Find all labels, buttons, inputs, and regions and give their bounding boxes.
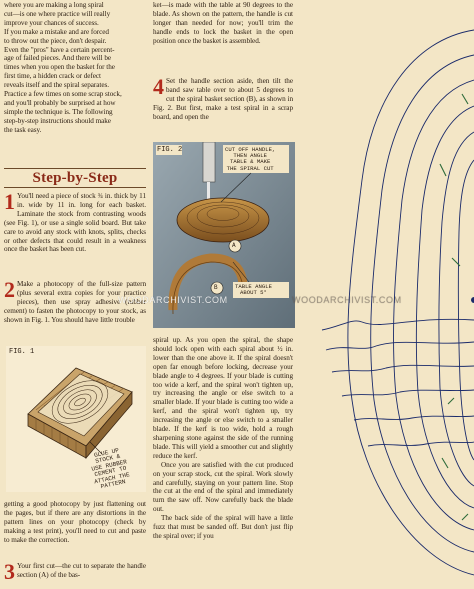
section-title: Step-by-Step — [32, 169, 118, 186]
figure-2-label: FIG. 2 — [157, 146, 183, 154]
intro-text: where you are making a long spiral cut—is one where practice will really improve your chances of success. If you make a mistake and are forced to throw out the piece, don't despair. Even the "pros" have a certain percent- age of failed pieces. And there will be times when you open the basket for the first time, a hidden crack or defect reveals itself and the spiral separates. Practice a few times on some scrap stock, and you'll probably be surprised at how simple the technique is. The following step-by-step instructions should make the task easy. — [4, 1, 122, 134]
step-2-continued: getting a good photocopy by just flattening out the pages, but if there are any distortions in the pattern lines on your photocopy (check by making a test print), you'll need to cut and paste to make the correction. — [4, 500, 146, 544]
marker-a: A — [232, 242, 236, 249]
col2-paragraph: spiral up. As you open the spiral, the shape should lock open with each spiral about ½ in. lower than the one above it. If the spiral doesn't open far enough before locking, decrease your blade angle to 4 degrees. If your blade is cutting too wide a kerf, and the spiral won't tighten up, try increasing the angle or else switch to a smaller blade. If your blade is cutting too wide a kerf, and the spiral won't tighten up, try increasing the angle or else switch to a smaller blade. If the kerf is too wide, hold a rough sharpening stone against the side of the running blade. This will yield a smoother cut and slightly reduce the kerf. — [153, 336, 293, 460]
step-2-number: 2 — [4, 277, 15, 302]
col2-paragraph: The back side of the spiral will have a little fuzz that must be sanded off. But don't just flip the spiral over; if you — [153, 514, 293, 540]
figure-2-callout-bottom: TABLE ANGLE ABOUT 5° — [235, 283, 272, 297]
step-1 — [4, 189, 146, 254]
watermark: WOODARCHIVIST.COM — [292, 295, 402, 305]
column-2-bottom-text — [153, 336, 293, 541]
step-3-number: 3 — [4, 559, 15, 584]
step-3-text: Your first cut—the cut to separate the handle section (A) of the bas- — [17, 562, 146, 579]
step-3 — [4, 559, 146, 584]
step-2 — [4, 277, 146, 325]
figure-1-callout: GLUE UP STOCK & USE RUBBER CEMENT TO ATTACH THE PATTERN — [90, 446, 131, 491]
figure-1-label: FIG. 1 — [9, 348, 35, 356]
col2-paragraph: Once you are satisfied with the cut produced on your scrap stock, cut the spiral. Work slowly and carefully, staying on your pattern line. Stop the cut at the end of the spiral and immediately turn the saw off. Now carefully back the blade out. — [153, 460, 293, 514]
section-header — [4, 168, 146, 188]
figure-2-photo — [153, 142, 295, 328]
figure-2-callout-top: CUT OFF HANDLE, THEN ANGLE TABLE & MAKE THE SPIRAL CUT — [225, 146, 276, 172]
spiral-basket-pattern — [302, 0, 474, 589]
step-1-number: 1 — [4, 189, 15, 214]
step-1-text: You'll need a piece of stock ¾ in. thick by 11 in. wide by 11 in. long for each basket. Laminate the stock from contrasting woods (see Fig. 1), or use a single solid board. But take care to avoid any stock with knots, splits, checks or other defects that could result in a weakness once the basket has been cut. — [4, 192, 146, 254]
marker-b: B — [214, 284, 218, 291]
column-2-top-text: ket—is made with the table at 90 degrees to the blade. As shown on the pattern, the handle is cut longer than needed for now; you'll trim the handle ends to lock the basket in the open position once the basket is assembled. — [153, 1, 293, 45]
step-4-text: Set the handle section aside, then tilt the band saw table over to about 5 degrees to cut the spiral basket section (B), as shown in Fig. 2. But first, make a test spiral in a scrap board, and open the — [153, 77, 293, 121]
step-4-number: 4 — [153, 74, 164, 99]
step-2-text: Make a photocopy of the full-size pattern (plus several extra copies for your practice pieces), then use spray adhesive (rubber cement) to fasten the photocopy to your stock, as shown in Fig. 1. You should have little trouble — [4, 280, 146, 324]
step-4 — [153, 74, 293, 122]
watermark: WOODARCHIVIST.COM — [118, 295, 228, 305]
figure-1 — [6, 346, 146, 492]
